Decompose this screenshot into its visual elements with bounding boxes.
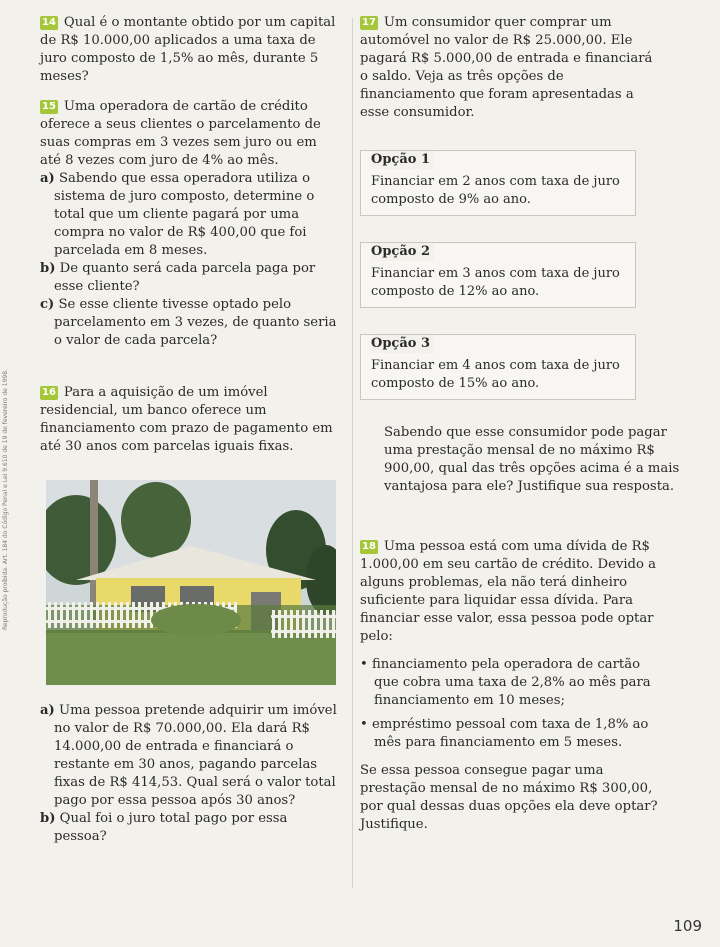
option-2-box [360, 242, 636, 308]
question-number-badge: 14 [42, 17, 56, 28]
bullet-item: • empréstimo pessoal com taxa de 1,8% ao mês para financiamento em 5 meses. [360, 717, 649, 750]
question-number-badge: 17 [362, 17, 376, 28]
option-text: Financiar em 3 anos com taxa de juro composto de 12% ao ano. [371, 266, 620, 299]
column-divider [352, 18, 353, 888]
option-3-box [360, 334, 636, 400]
item-a: a) Sabendo que essa operadora utiliza o sistema de juro composto, determine o total que um cliente pagará por uma compra no valor de R$ 400,00 que foi parcelada em 8 meses. [40, 171, 315, 258]
question-text: Para a aquisição de um imóvel residencial, um banco oferece um financiamento com prazo de pagamento em até 30 anos com parcelas iguais fixas. [40, 385, 333, 454]
question-14 [40, 14, 340, 86]
question-text: Um consumidor quer comprar um automóvel no valor de R$ 25.000,00. Ele pagará R$ 5.000,00 de entrada e financiará o saldo. Veja as três opções de financiamento que foram apresentadas a esse consumidor. [360, 15, 653, 120]
question-17 [360, 14, 660, 122]
question-18 [360, 538, 660, 834]
question-text: Uma pessoa está com uma dívida de R$ 1.000,00 em seu cartão de crédito. Devido a alguns problemas, ela não terá dinheiro suficiente para liquidar essa dívida. Para financiar esse valor, essa pessoa pode optar pelo: [360, 539, 656, 644]
option-text: Financiar em 4 anos com taxa de juro composto de 15% ao ano. [371, 358, 620, 391]
option-text: Financiar em 2 anos com taxa de juro composto de 9% ao ano. [371, 174, 620, 207]
question-text: Uma operadora de cartão de crédito oferece a seus clientes o parcelamento de suas compras em 3 vezes sem juro ou em até 8 vezes com juro de 4% ao mês. [40, 99, 321, 168]
item-b: b) Qual foi o juro total pago por essa pessoa? [40, 811, 288, 844]
option-title: Opção 3 [371, 335, 434, 353]
page-number: 109 [673, 917, 702, 935]
question-16-items [40, 702, 340, 846]
question-16 [40, 384, 340, 456]
item-a: a) Uma pessoa pretende adquirir um imóvel no valor de R$ 70.000,00. Ela dará R$ 14.000,00 de entrada e financiará o restante em 30 anos, pagando parcelas fixas de R$ 414,53. Qual será o valor total pago por essa pessoa após 30 anos? [40, 703, 337, 808]
option-1-box [360, 150, 636, 216]
question-text: Qual é o montante obtido por um capital de R$ 10.000,00 aplicados a uma taxa de juro composto de 1,5% ao mês, durante 5 meses? [40, 15, 336, 84]
option-title: Opção 2 [371, 243, 434, 261]
question-number-badge: 15 [42, 101, 56, 112]
question-15 [40, 98, 340, 350]
item-c: c) Se esse cliente tivesse optado pelo parcelamento em 3 vezes, de quanto seria o valor de cada parcela? [40, 297, 337, 348]
question-number-badge: 16 [42, 387, 56, 398]
item-b: b) De quanto será cada parcela paga por esse cliente? [40, 261, 316, 294]
question-number-badge: 18 [362, 541, 376, 552]
option-title: Opção 1 [371, 151, 434, 169]
side-caption [2, 300, 12, 630]
house-photo [46, 480, 336, 685]
question-17-closing: Sabendo que esse consumidor pode pagar uma prestação mensal de no máximo R$ 900,00, qual das três opções acima é a mais vantajosa para ele? Justifique sua resposta. [384, 425, 680, 494]
house-illustration [46, 480, 336, 685]
bullet-item: • financiamento pela operadora de cartão que cobra uma taxa de 2,8% ao mês para financiamento em 10 meses; [360, 657, 651, 708]
question-closing: Se essa pessoa consegue pagar uma prestação mensal de no máximo R$ 300,00, por qual dessas duas opções ela deve optar? Justifique. [360, 763, 658, 832]
side-caption-text: Reprodução proibida. Art. 184 do Código Penal e Lei 9.610 de 19 de fevereiro de 1998. [2, 369, 9, 630]
